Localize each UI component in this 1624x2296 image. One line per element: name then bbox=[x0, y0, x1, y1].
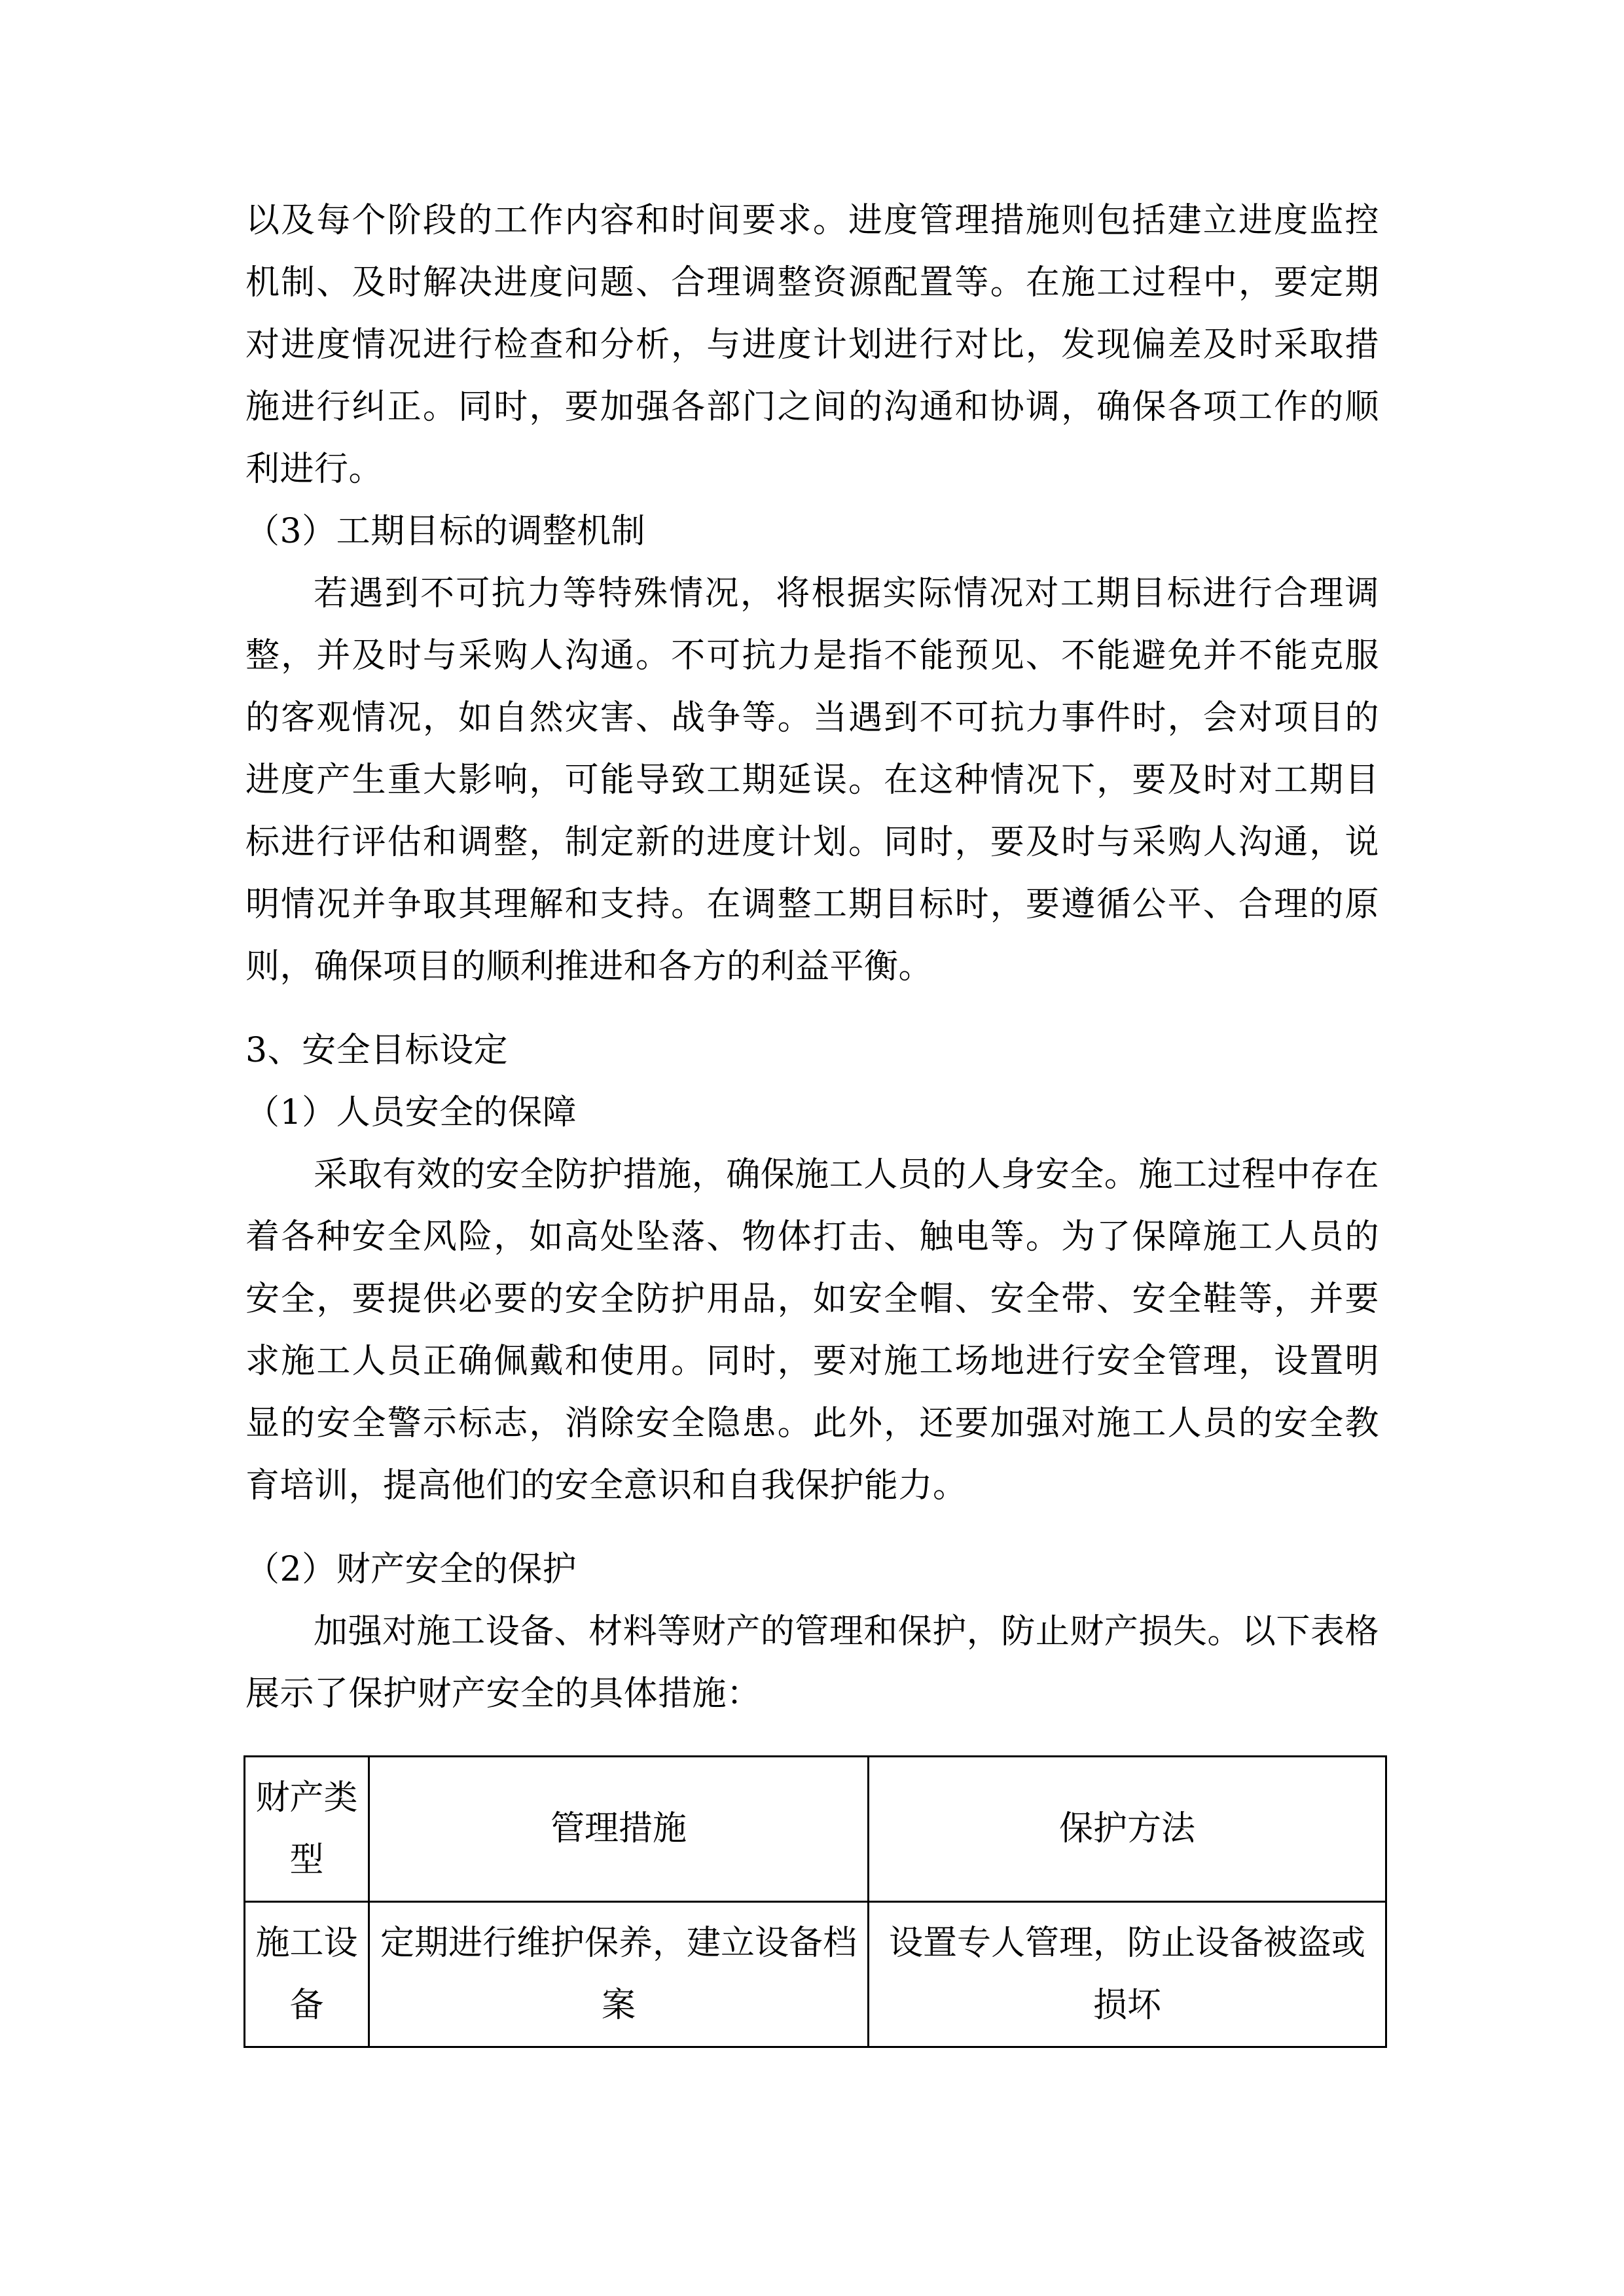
table-cell-property-type-value: 施工设备 bbox=[255, 1923, 358, 2025]
heading-personnel-safety: （1）人员安全的保障 bbox=[245, 1093, 577, 1132]
table-header-management-measure-label: 管理措施 bbox=[550, 1809, 687, 1848]
table-cell-property-type bbox=[245, 1902, 369, 2047]
paragraph-schedule-management: 以及每个阶段的工作内容和时间要求。进度管理措施则包括建立进度监控机制、及时解决进度问题、合理调整资源配置等。在施工过程中，要定期对进度情况进行检查和分析，与进度计划进行对比，发现偏差及时采取措施进行纠正。同时，要加强各部门之间的沟通和协调，确保各项工作的顺利进行。 bbox=[245, 201, 1379, 489]
table-cell-management-measure bbox=[369, 1902, 869, 2047]
table-cell-protection-method-value: 设置专人管理，防止设备被盗或损坏 bbox=[888, 1923, 1365, 2025]
heading-property-safety: （2）财产安全的保护 bbox=[245, 1550, 577, 1589]
heading-safety-objective-setting: 3、安全目标设定 bbox=[245, 1031, 509, 1070]
table-row bbox=[245, 1902, 1386, 2047]
document-body bbox=[245, 190, 1379, 2048]
table-header-property-type-label: 财产类型 bbox=[255, 1778, 358, 1880]
table-header-management-measure bbox=[369, 1757, 869, 1902]
table-header-protection-method bbox=[869, 1757, 1386, 1902]
paragraph-force-majeure: 若遇到不可抗力等特殊情况，将根据实际情况对工期目标进行合理调整，并及时与采购人沟通。不可抗力是指不能预见、不能避免并不能克服的客观情况，如自然灾害、战争等。当遇到不可抗力事件时，会对项目的进度产生重大影响，可能导致工期延误。在这种情况下，要及时对工期目标进行评估和调整，制定新的进度计划。同时，要及时与采购人沟通，说明情况并争取其理解和支持。在调整工期目标时，要遵循公平、合理的原则，确保项目的顺利推进和各方的利益平衡。 bbox=[245, 574, 1379, 986]
paragraph-property-protection-intro: 加强对施工设备、材料等财产的管理和保护，防止财产损失。以下表格展示了保护财产安全的具体措施： bbox=[245, 1612, 1379, 1713]
paragraph-personnel-safety-measures: 采取有效的安全防护措施，确保施工人员的人身安全。施工过程中存在着各种安全风险，如高处坠落、物体打击、触电等。为了保障施工人员的安全，要提供必要的安全防护用品，如安全帽、安全带、安全鞋等，并要求施工人员正确佩戴和使用。同时，要对施工场地进行安全管理，设置明显的安全警示标志，消除安全隐患。此外，还要加强对施工人员的安全教育培训，提高他们的安全意识和自我保护能力。 bbox=[245, 1155, 1379, 1505]
table-cell-management-measure-value: 定期进行维护保养，建立设备档案 bbox=[380, 1923, 857, 2025]
heading-duration-adjustment-mechanism: （3）工期目标的调整机制 bbox=[245, 512, 646, 551]
table-cell-protection-method bbox=[869, 1902, 1386, 2047]
table-header-property-type bbox=[245, 1757, 369, 1902]
table-header-row bbox=[245, 1757, 1386, 1902]
table-header-protection-method-label: 保护方法 bbox=[1058, 1809, 1195, 1848]
property-safety-table bbox=[244, 1755, 1387, 2048]
